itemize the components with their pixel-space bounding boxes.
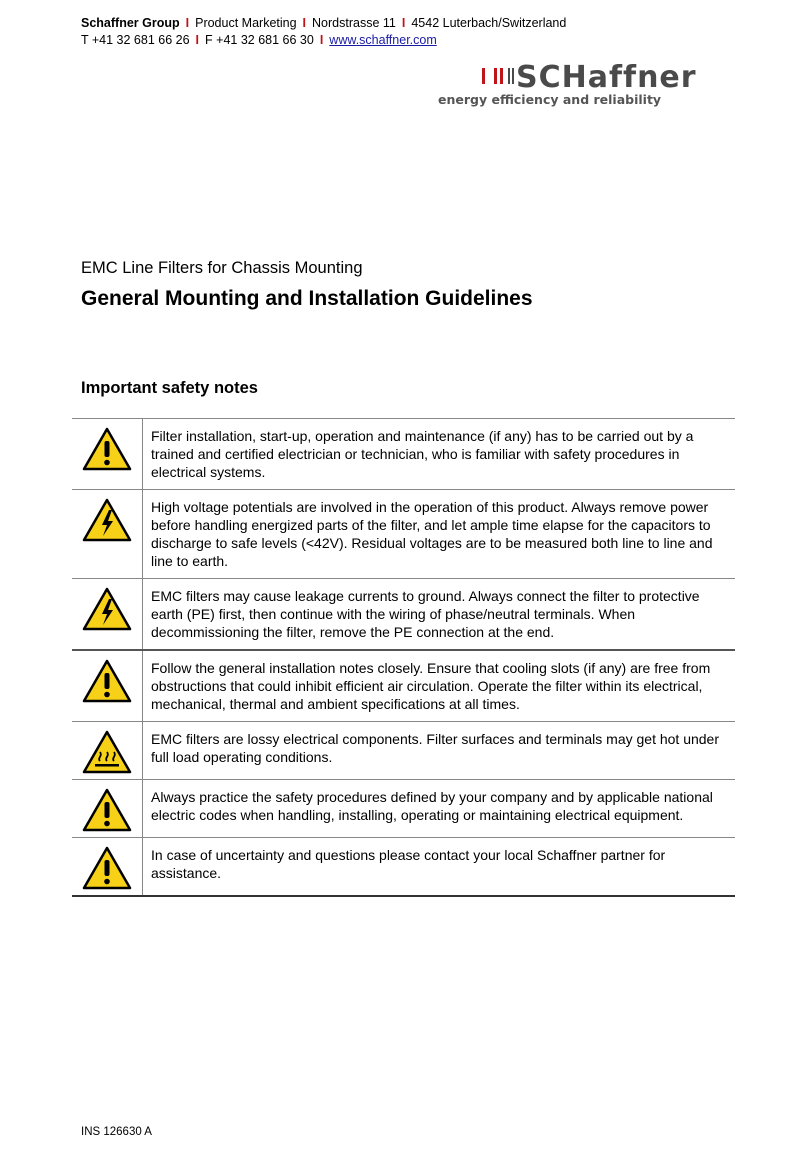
letterhead-line-1: Schaffner Group I Product Marketing I Nordstrasse 11 I 4542 Luterbach/Switzerland: [81, 16, 567, 30]
high-voltage-icon: [82, 587, 132, 631]
section-title: Important safety notes: [81, 379, 258, 397]
document-code: INS 126630 A: [81, 1126, 152, 1138]
fax: F +41 32 681 66 30: [205, 33, 314, 47]
company-name: Schaffner Group: [81, 16, 180, 30]
safety-note-text: Follow the general installation notes closely. Ensure that cooling slots (if any) are free from obstructions that could inhibit efficient air circulation. Operate the filter within its electrical, mechanical, thermal and ambient specifications at all times.: [151, 660, 711, 712]
general-warning-icon: [82, 427, 132, 471]
website-link[interactable]: www.schaffner.com: [329, 33, 437, 47]
phone: T +41 32 681 66 26: [81, 33, 190, 47]
safety-note-row: [72, 579, 735, 651]
safety-note-row: [72, 722, 735, 780]
safety-note-row: [72, 838, 735, 897]
safety-note-row: [72, 650, 735, 722]
department: Product Marketing: [195, 16, 297, 30]
general-warning-icon: [82, 788, 132, 832]
safety-note-text: Filter installation, start-up, operation and maintenance (if any) has to be carried out by a trained and certified electrician or technician, who is familiar with safety procedures in electrical systems.: [151, 428, 694, 480]
street: Nordstrasse 11: [312, 16, 396, 30]
logo-bars-icon: [480, 66, 516, 86]
document-subtitle: EMC Line Filters for Chassis Mounting: [81, 259, 363, 277]
logo-wordmark: SCHaffner: [516, 60, 697, 95]
safety-note-text: EMC filters may cause leakage currents to ground. Always connect the filter to protective earth (PE) first, then continue with the wiring of phase/neutral terminals. When decommissioning the filter, remove the PE connection at the end.: [151, 588, 700, 640]
safety-note-text: High voltage potentials are involved in the operation of this product. Always remove power before handling energized parts of the filter, and let ample time elapse for the capacitors to discharge to safe levels (<42V). Residual voltages are to be measured both line to line and line to earth.: [151, 499, 713, 569]
safety-note-text: Always practice the safety procedures defined by your company and by applicable national electric codes when handling, installing, operating or maintaining electrical equipment.: [151, 789, 713, 823]
city: 4542 Luterbach/Switzerland: [411, 16, 567, 30]
safety-note-text: In case of uncertainty and questions please contact your local Schaffner partner for assistance.: [151, 847, 666, 881]
letterhead: [81, 15, 566, 49]
letterhead-line-2: T +41 32 681 66 26 I F +41 32 681 66 30 I www.schaffner.com: [81, 33, 437, 47]
document-title: General Mounting and Installation Guidelines: [81, 287, 533, 310]
safety-note-text: EMC filters are lossy electrical components. Filter surfaces and terminals may get hot under full load operating conditions.: [151, 731, 720, 765]
safety-notes-table: [72, 418, 735, 897]
high-voltage-icon: [82, 498, 132, 542]
general-warning-icon: [82, 846, 132, 890]
logo-tagline: energy efficiency and reliability: [438, 92, 662, 107]
safety-note-row: [72, 419, 735, 490]
safety-note-row: [72, 490, 735, 579]
safety-note-row: [72, 780, 735, 838]
schaffner-logo: [430, 60, 730, 110]
hot-surface-icon: [82, 730, 132, 774]
general-warning-icon: [82, 659, 132, 703]
